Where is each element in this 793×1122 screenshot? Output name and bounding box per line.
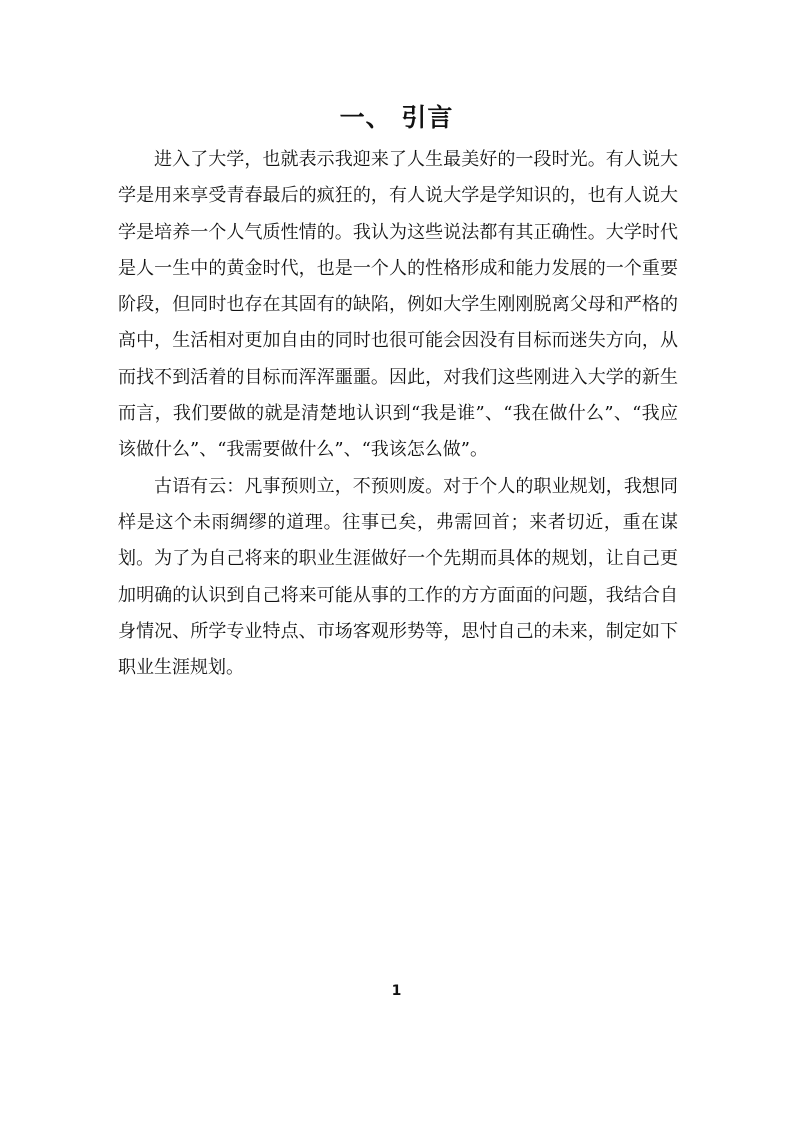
body-text: [118, 142, 678, 686]
paragraph-2: 古语有云：凡事预则立，不预则废。对于个人的职业规划，我想同样是这个未雨绸缪的道理。往事已矣，弗需回首；来者切近，重在谋划。为了为自己将来的职业生涯做好一个先期而具体的规划，让自己更加明确的认识到自己将来可能从事的工作的方方面面的问题，我结合自身情况、所学专业特点、市场客观形势等，思忖自己的未来，制定如下职业生涯规划。: [118, 475, 678, 679]
page-number: 1: [391, 983, 402, 999]
paragraph-1: 进入了大学，也就表示我迎来了人生最美好的一段时光。有人说大学是用来享受青春最后的疯狂的，有人说大学是学知识的，也有人说大学是培养一个人气质性情的。我认为这些说法都有其正确性。大学时代是人一生中的黄金时代，也是一个人的性格形成和能力发展的一个重要阶段，但同时也存在其固有的缺陷，例如大学生刚刚脱离父母和严格的高中，生活相对更加自由的同时也很可能会因没有目标而迷失方向，从而找不到活着的目标而浑浑噩噩。因此，对我们这些刚进入大学的新生而言，我们要做的就是清楚地认识到“我是谁”、“我在做什么”、“我应该做什么”、“我需要做什么”、“我该怎么做”。: [118, 149, 678, 461]
section-heading: 一、 引言: [339, 103, 454, 132]
